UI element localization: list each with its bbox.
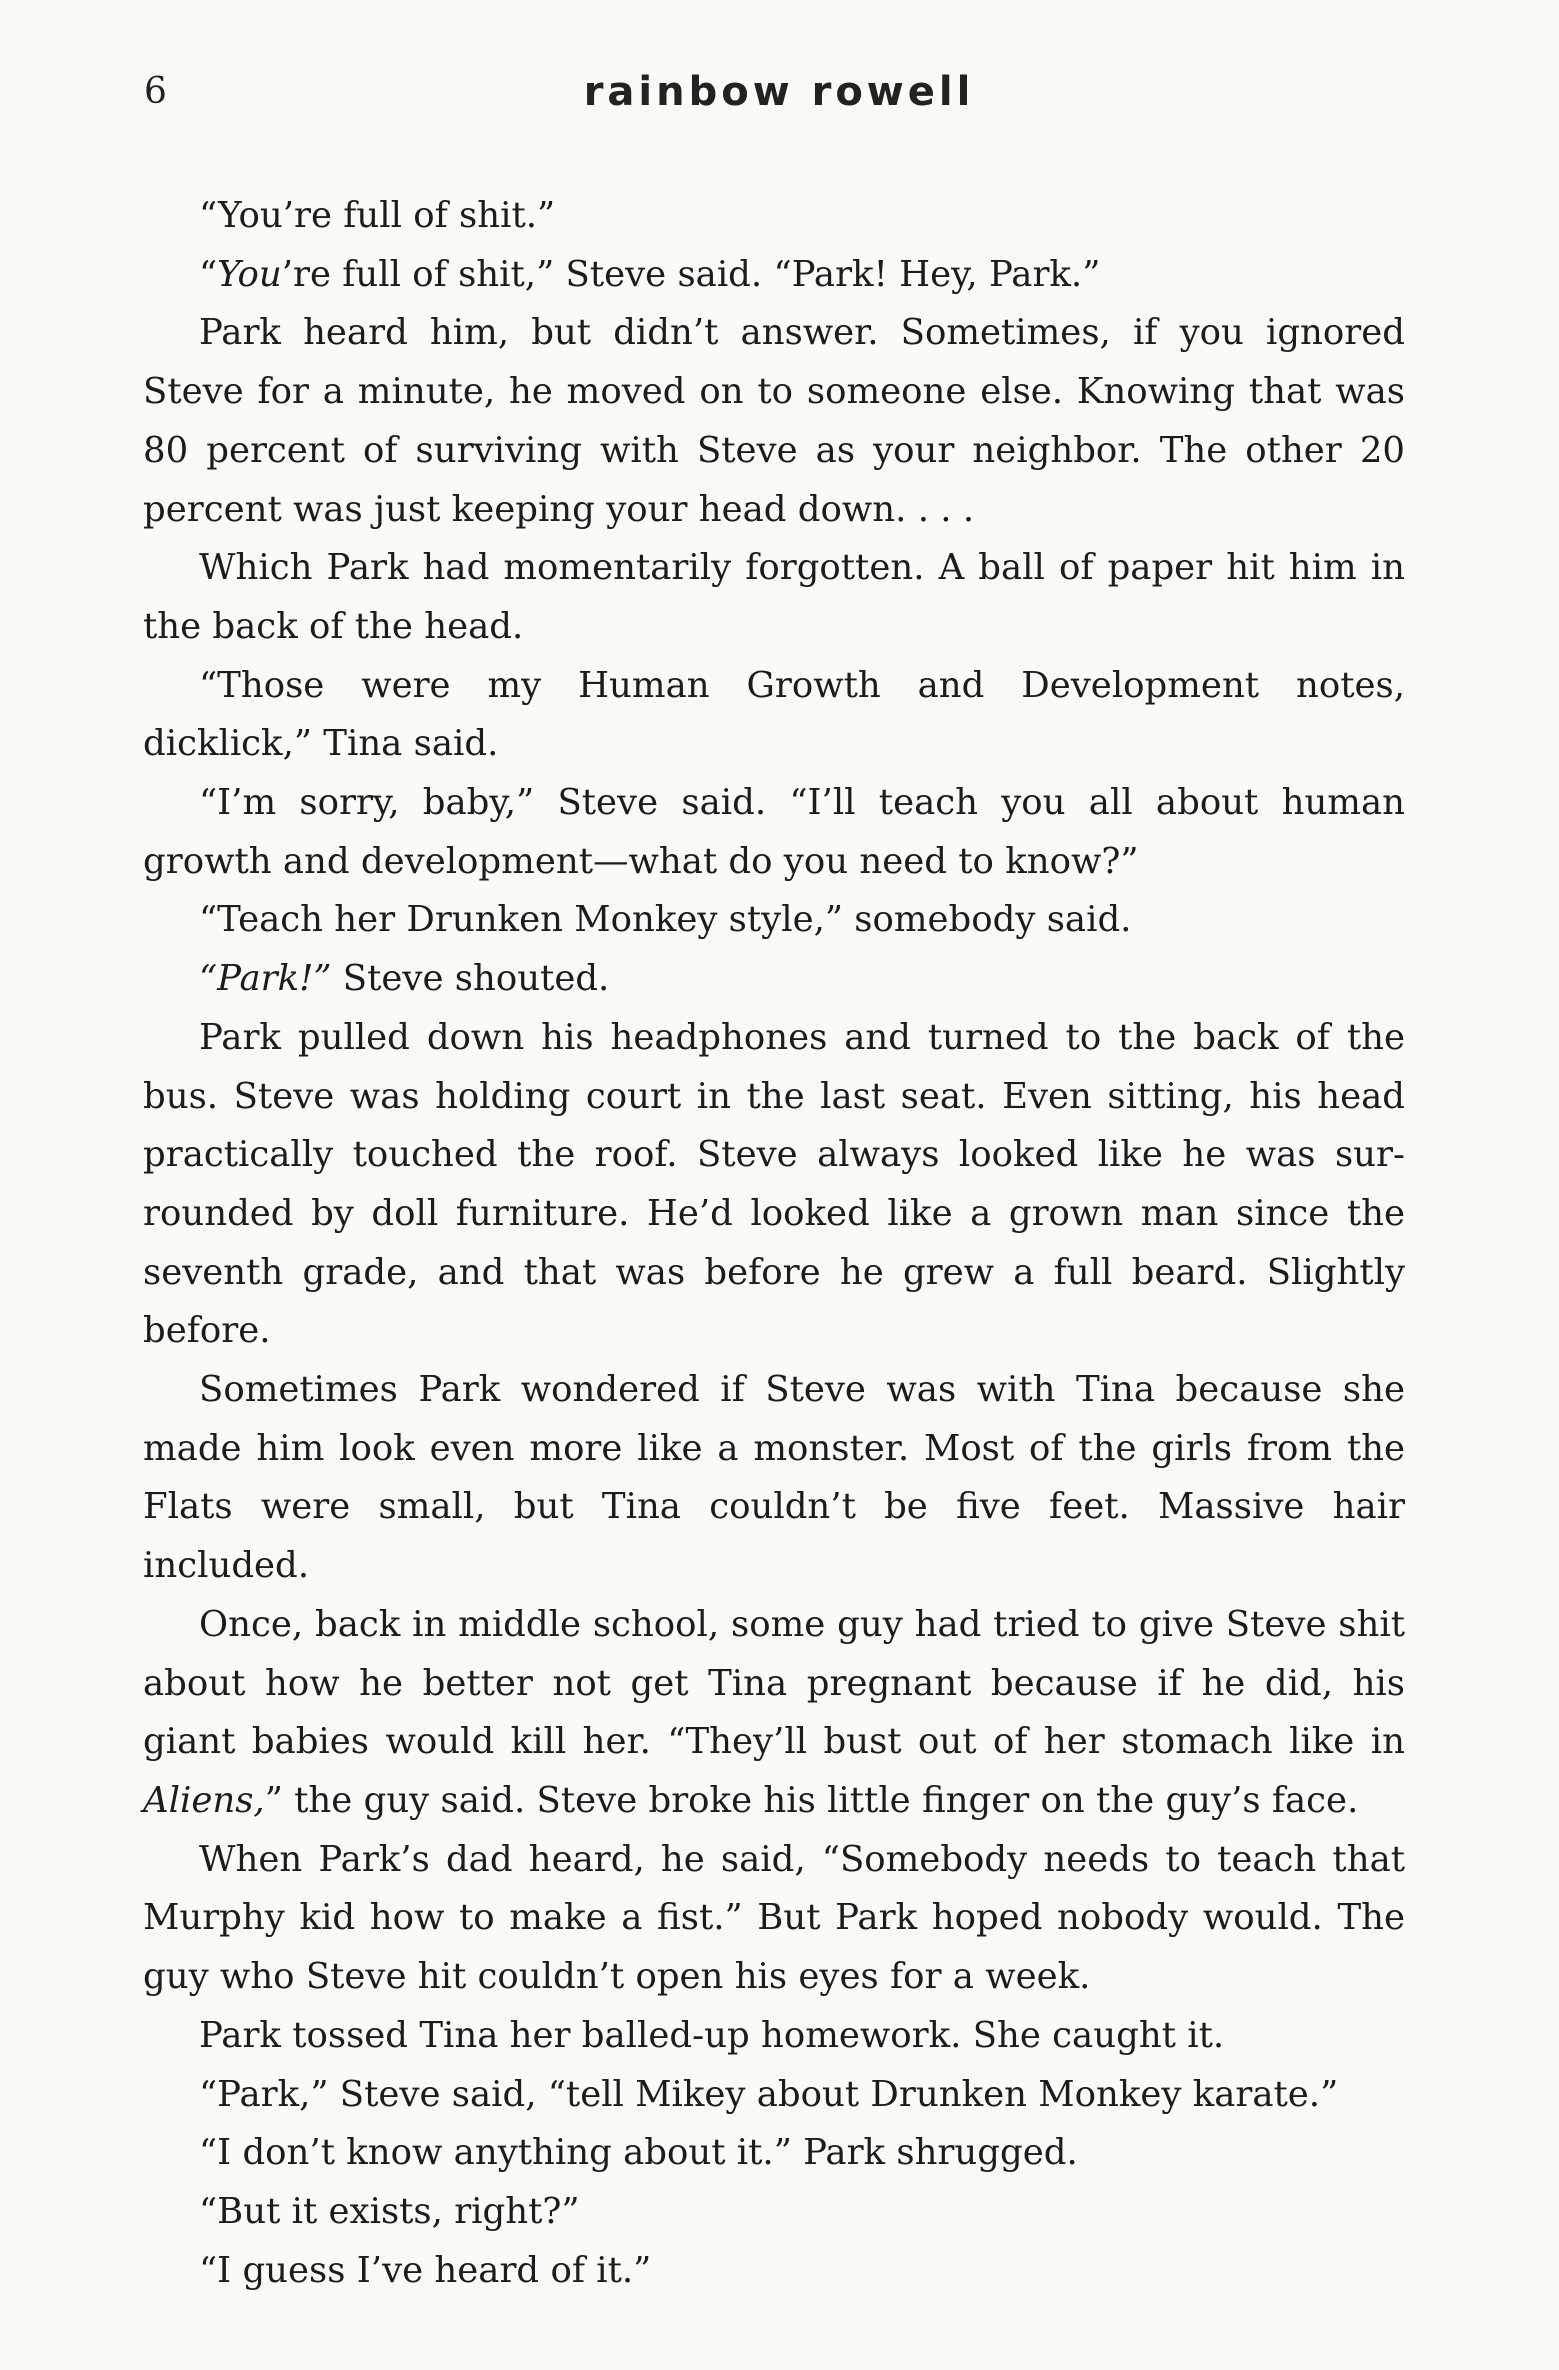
text-run: “You’re full of shit.”: [199, 195, 556, 236]
text-run: ’re full of shit,” Steve said. “Park! Hey, Park.”: [281, 253, 1101, 295]
paragraph: [143, 304, 1405, 539]
text-run: Steve shouted.: [331, 958, 610, 1000]
paragraph: [143, 2007, 1405, 2066]
paragraph: [143, 1831, 1405, 2007]
text-run: Park heard him, but didn’t answer. Sometimes, if you ignored Steve for a minute, he moved on to someone else. Knowing that was 80 percent of surviving with Steve as your neighbor. The other 20 percent was just keeping your head down. . . .: [143, 312, 1405, 530]
text-run: “Teach her Drunken Monkey style,” somebody said.: [199, 899, 1132, 941]
running-head-author: rainbow rowell: [583, 69, 975, 115]
paragraph: [143, 2242, 1405, 2301]
text-run: “But it exists, right?”: [199, 2190, 580, 2232]
paragraph: [143, 950, 1405, 1009]
text-run: Once, back in middle school, some guy had tried to give Steve shit about how he better not get Tina pregnant because if he did, his giant babies would kill her. “They’ll bust out of her stomach like in: [143, 1603, 1405, 1763]
running-head: [144, 62, 1414, 122]
italic-text: You: [217, 253, 282, 295]
paragraph: [143, 1596, 1405, 1831]
text-run: Which Park had momentarily forgotten. A ball of paper hit him in the back of the head.: [143, 547, 1405, 647]
page-number: 6: [144, 71, 167, 112]
text-run: “I’m sorry, baby,” Steve said. “I’ll teach you all about human growth and development—what do you need to know?”: [143, 782, 1405, 882]
paragraph: [143, 539, 1405, 656]
text-run: “Park,” Steve said, “tell Mikey about Drunken Monkey karate.”: [199, 2073, 1339, 2115]
paragraph: [143, 1009, 1405, 1361]
text-run: “Those were my Human Growth and Development notes, dicklick,” Tina said.: [143, 664, 1405, 765]
paragraph: [143, 774, 1405, 891]
paragraph: [143, 2124, 1405, 2183]
text-run: Park pulled down his headphones and turned to the back of the bus. Steve was holding court in the last seat. Even sitting, his head practically touched the roof. Steve always looked like he was surrounded by doll furniture. He’d looked like a grown man since the seventh grade, and that was before he grew a full beard. Slightly before.: [143, 1016, 1405, 1352]
paragraph: [143, 1361, 1405, 1596]
text-run: When Park’s dad heard, he said, “Somebody needs to teach that Murphy kid how to make a fist.” But Park hoped nobody would. The guy who Steve hit couldn’t open his eyes for a week.: [143, 1838, 1405, 1998]
text-run: “: [199, 253, 218, 295]
text-run: Sometimes Park wondered if Steve was with Tina because she made him look even more like a monster. Most of the girls from the Flats were small, but Tina couldn’t be five feet. Massive hair included.: [143, 1369, 1405, 1587]
paragraph: [143, 2066, 1405, 2125]
body-text: [143, 187, 1405, 2300]
text-run: Park tossed Tina her balled-up homework. She caught it.: [199, 2014, 1225, 2056]
paragraph: [143, 187, 1405, 246]
text-run: ” the guy said. Steve broke his little finger on the guy’s face.: [264, 1779, 1359, 1821]
paragraph: [143, 657, 1405, 774]
italic-text: Aliens,: [143, 1779, 265, 1821]
italic-text: “Park!”: [199, 958, 332, 1000]
text-run: “I don’t know anything about it.” Park shrugged.: [199, 2132, 1078, 2174]
paragraph: [143, 891, 1405, 950]
paragraph: [143, 2183, 1405, 2242]
text-run: “I guess I’ve heard of it.”: [199, 2249, 652, 2291]
paragraph: [143, 246, 1405, 305]
